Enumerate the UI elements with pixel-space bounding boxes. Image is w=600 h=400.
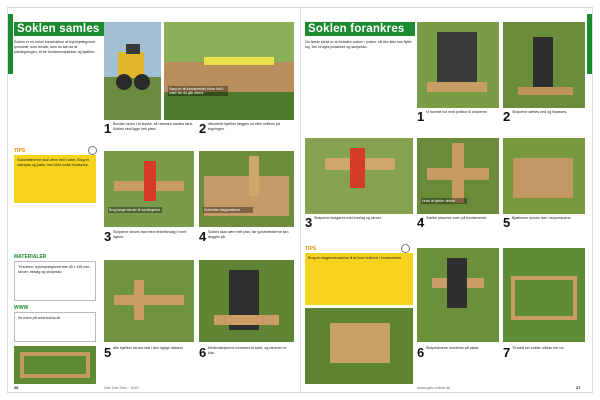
right-step-6-text: Stolpeskoene monteres på plads. xyxy=(426,346,480,350)
left-intro-text: Soklen er en enkel konstruktion af trykimprægneret tyrrestræ, som består, som du kan se af plantegningen, af tre fundamentplanker og bjælker... xyxy=(14,40,98,54)
right-photo-step-6 xyxy=(417,248,499,342)
left-step-2-text: Afkortede bjælker lægges ud efter målene på tegningen. xyxy=(208,122,280,131)
right-photo-step-1 xyxy=(417,22,499,108)
left-step-3-overlay: Brug lange skruer til samlingerne xyxy=(109,208,161,212)
materials-box xyxy=(14,261,96,301)
left-step-4-overlay: Kontroller diagonalerne xyxy=(203,207,253,213)
left-photo-step-4 xyxy=(199,151,294,227)
left-title: Soklen samles xyxy=(14,22,106,36)
right-step-2-text: Stolperne sættes ned og tilpasses. xyxy=(512,110,568,114)
left-tips-label: TIPS xyxy=(14,148,26,154)
right-photo-step-5 xyxy=(503,138,585,214)
right-tips-text: Brug en slagboremaskine til at bore hullerne i fundamentet. xyxy=(308,256,403,260)
left-photo-frame xyxy=(14,346,96,384)
www-box xyxy=(14,312,96,342)
left-photo-overlay: Sørg for at fundamentet bliver helt i vater før du går videre xyxy=(168,86,228,96)
left-photo-step-3 xyxy=(104,151,194,227)
lamp-icon xyxy=(88,146,97,155)
www-label: WWW xyxy=(14,305,29,311)
left-step-2-number: 2 xyxy=(199,121,207,136)
right-step-5-number: 5 xyxy=(503,215,511,230)
left-step-4-number: 4 xyxy=(199,229,207,244)
left-step-6-number: 6 xyxy=(199,345,207,360)
right-step-4-number: 4 xyxy=(417,215,425,230)
left-edge-tab xyxy=(8,14,13,74)
right-footer-url[interactable]: www.gds-online.dk xyxy=(417,385,451,390)
left-photo-step-5 xyxy=(104,260,194,342)
left-page xyxy=(8,8,300,392)
right-step-6-number: 6 xyxy=(417,345,425,360)
left-photo-step-6 xyxy=(199,260,294,342)
www-text: Se mere på www.bolius.dk xyxy=(18,316,61,320)
left-step-3-number: 3 xyxy=(104,229,112,244)
right-photo-step-4 xyxy=(417,138,499,214)
right-step-5-text: Bjælkerne skrues fast i stolpeskoene. xyxy=(512,216,572,220)
right-edge-tab xyxy=(587,14,592,74)
right-step-3-overlay: Husk at tjekke vinkler xyxy=(421,198,467,204)
right-step-4-text: Soklen placeres oven på fundamentet. xyxy=(426,216,488,220)
right-title: Soklen forankres xyxy=(305,22,415,36)
left-footer-magazine: Gør Det Selv · 6/10 xyxy=(104,385,139,390)
right-tips-box xyxy=(305,253,413,305)
right-step-3-text: Stolperne fastgøres med beslag og skruer. xyxy=(314,216,382,220)
left-photo-tractor xyxy=(104,22,161,120)
left-step-1-number: 1 xyxy=(104,121,112,136)
right-lamp-icon xyxy=(401,244,410,253)
right-photo-step-7 xyxy=(503,248,585,342)
right-step-2-number: 2 xyxy=(503,109,511,124)
right-step-1-number: 1 xyxy=(417,109,425,124)
left-step-1-text: Bunden laves i et stykke, så rammen samles først. Soklen skal ligge helt plant. xyxy=(113,122,194,131)
left-step-5-number: 5 xyxy=(104,345,112,360)
left-step-6-text: Mellemstolperne monteres til sidst, og rammen er klar. xyxy=(208,346,287,355)
right-step-1-text: Vi borede hul med jordbor til stolperne. xyxy=(426,110,488,114)
left-step-4-text: Soklen skal være helt plan, før gulvbrædderne kan lægges på. xyxy=(208,230,289,239)
left-step-5-text: Alle bjælker skrues fast i den rigtige afstand. xyxy=(113,346,184,350)
right-photo-step-2 xyxy=(503,22,585,108)
left-tips-text: Sokkelbærerne skal være helt i vater. Brug et vaterpas og juster med kiler under klodserne. xyxy=(17,158,89,167)
right-step-7-text: Til sidst ser soklen sådan her ud. xyxy=(512,346,565,350)
left-page-number: 26 xyxy=(14,385,19,390)
right-page-number: 27 xyxy=(576,385,581,390)
right-step-7-number: 7 xyxy=(503,345,511,360)
right-photo-bottom-left xyxy=(305,308,413,384)
left-step-3-text: Stolperne skrues fast med vinkelbeslag i hvert hjørne. xyxy=(113,230,187,239)
right-intro-text: De første skridt er at forankre soklen i jorden, så den ikke kan flytte sig. Der bruges jordankre og stolpesko. xyxy=(305,40,412,49)
left-tips-box xyxy=(14,155,96,203)
magazine-spread xyxy=(8,8,592,392)
right-photo-step-3 xyxy=(305,138,413,214)
materials-label: MATERIALER xyxy=(14,254,47,260)
materials-text: Til soklen: trykimprægneret træ 45 x 195 mm, skruer, beslag og stolpesko. xyxy=(18,265,91,274)
left-photo-level xyxy=(164,22,294,120)
right-tips-label: TIPS xyxy=(305,246,317,252)
right-page xyxy=(301,8,592,392)
right-step-3-number: 3 xyxy=(305,215,313,230)
